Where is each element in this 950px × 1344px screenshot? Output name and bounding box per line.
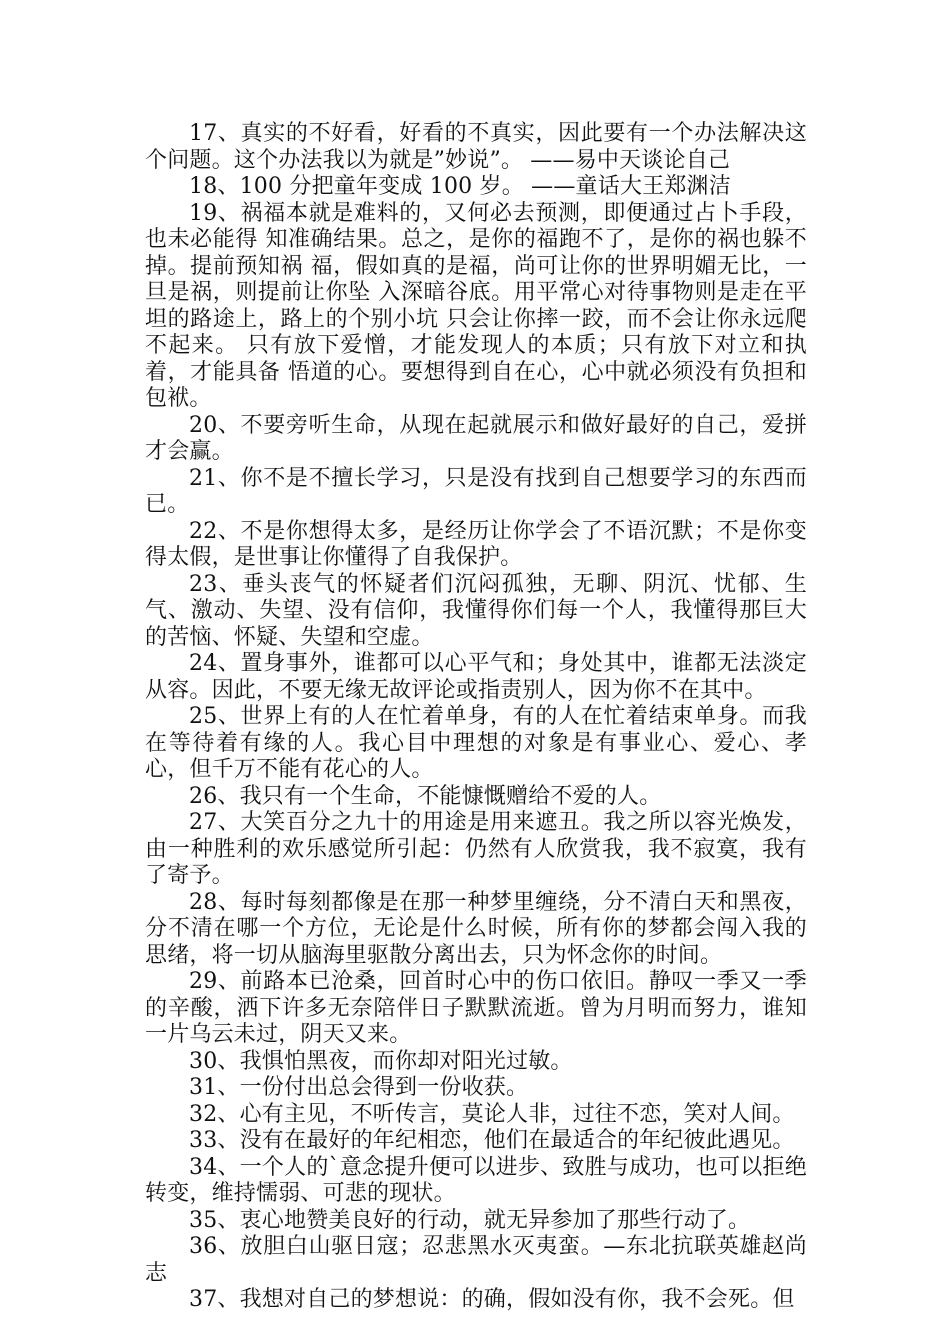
paragraph-32: 32、心有主见，不听传言，莫论人非，过往不恋，笑对人间。: [189, 1101, 795, 1127]
paragraph-35: 35、衷心地赞美良好的行动，就无异参加了那些行动了。: [189, 1207, 751, 1233]
paragraph-25: 25、世界上有的人在忙着单身，有的人在忙着结束单身。而我在等待着有缘的人。我心目中理想的对象是有事业心、爱心、孝心，但千万不能有花心的人。: [145, 704, 807, 782]
paragraph-20: 20、不要旁听生命，从现在起就展示和做好最好的自己，爱拼才会赢。: [145, 412, 807, 464]
paragraph-34: 34、一个人的`意念提升便可以进步、致胜与成功，也可以拒绝转变，维持懦弱、可悲的现状。: [145, 1154, 807, 1206]
paragraph-36: 36、放胆白山驱日寇；忍悲黑水灭夷蛮。—东北抗联英雄赵尚志: [145, 1234, 807, 1286]
paragraph-26: 26、我只有一个生命，不能慷慨赠给不爱的人。: [189, 783, 662, 809]
paragraph-18: 18、100 分把童年变成 100 岁。 ——童话大王郑渊洁: [189, 174, 731, 199]
paragraph-23: 23、垂头丧气的怀疑者们沉闷孤独，无聊、阴沉、忧郁、生气、激动、失望、没有信仰，我懂得你们每一个人，我懂得那巨大的苦恼、怀疑、失望和空虚。: [145, 571, 807, 650]
paragraph-28: 28、每时每刻都像是在那一种梦里缠绕，分不清白天和黑夜，分不清在哪一个方位，无论是什么时候，所有你的梦都会闯入我的思绪，将一切从脑海里驱散分离出去，只为怀念你的时间。: [145, 889, 807, 968]
document-body: [145, 121, 807, 1314]
paragraph-22: 22、不是你想得太多，是经历让你学会了不语沉默；不是你变得太假，是世事让你懂得了自我保护。: [145, 518, 807, 570]
paragraph-29: 29、前路本已沧桑，回首时心中的伤口依旧。静叹一季又一季的辛酸，洒下许多无奈陪伴日子默默流逝。曾为月明而努力，谁知一片乌云未过，阴天又来。: [145, 969, 807, 1047]
paragraph-37: 37、我想对自己的梦想说：的确，假如没有你，我不会死。但: [189, 1287, 795, 1312]
paragraph-24: 24、置身事外，谁都可以心平气和；身处其中，谁都无法淡定从容。因此，不要无缘无故评论或指责别人，因为你不在其中。: [145, 651, 807, 703]
paragraph-31: 31、一份付出总会得到一份收获。: [189, 1075, 529, 1100]
paragraph-30: 30、我惧怕黑夜，而你却对阳光过敏。: [189, 1048, 573, 1074]
paragraph-19: 19、祸福本就是难料的，又何必去预测，即便通过占卜手段，也未必能得 知准确结果。总之，是你的福跑不了，是你的祸也躲不掉。提前预知祸 福，假如真的是福，尚可让你的世界明媚无比，一旦是祸，则提前让你坠 入深暗谷底。用平常心对待事物则是走在平坦的路途上，路上的个别小坑 只会让你摔一跤，而不会让你永远爬不起来。 只有放下爱憎，才能发现人的本质；只有放下对立和执着，才能具备 悟道的心。要想得到自在心，心中就必须没有负担和包袱。: [145, 200, 807, 411]
paragraph-27: 27、大笑百分之九十的用途是用来遮丑。我之所以容光焕发，由一种胜利的欢乐感觉所引起：仍然有人欣赏我，我不寂寞，我有了寄予。: [145, 810, 807, 888]
paragraph-21: 21、你不是不擅长学习，只是没有找到自己想要学习的东西而已。: [145, 465, 807, 517]
paragraph-17: 17、真实的不好看，好看的不真实，因此要有一个办法解决这个问题。这个办法我以为就是”妙说”。 ——易中天谈论自己: [145, 121, 807, 173]
paragraph-33: 33、没有在最好的年纪相恋，他们在最适合的年纪彼此遇见。: [189, 1128, 795, 1153]
